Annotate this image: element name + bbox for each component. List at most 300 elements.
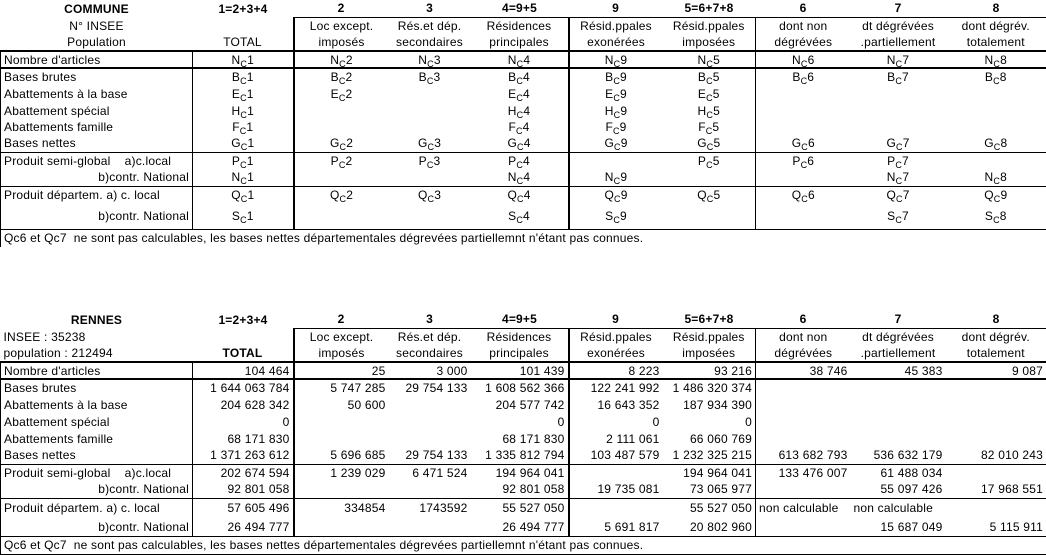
note-row: [1, 536, 1046, 554]
cell-letter: B: [419, 70, 427, 84]
cell-letter: H: [605, 104, 614, 118]
cell-number: 9: [620, 87, 627, 101]
cell-subscript: C: [427, 76, 434, 85]
table-cell: [569, 68, 663, 85]
cell-number: 7: [902, 53, 909, 67]
cell-letter: Q: [604, 188, 614, 202]
cell-letter: N: [418, 53, 427, 67]
table-cell: [851, 68, 946, 85]
table-cell: [389, 396, 471, 413]
cell-letter: P: [232, 154, 240, 168]
cell-letter: P: [419, 154, 427, 168]
table-cell: 68 171 830: [471, 430, 569, 447]
table-cell: 6 471 524: [389, 464, 471, 481]
cell-subscript: C: [895, 76, 902, 85]
commune-title: COMMUNE: [1, 0, 193, 17]
table-cell: [756, 119, 851, 135]
column-header: Résid.ppales: [569, 328, 663, 345]
cell-subscript: C: [339, 93, 346, 103]
column-header: TOTAL: [193, 34, 294, 51]
cell-letter: N: [232, 53, 241, 67]
cell-subscript: C: [339, 59, 346, 69]
cell-number: 1: [247, 70, 254, 84]
table-cell: [756, 203, 851, 229]
table-cell: [471, 203, 569, 229]
table-cell: [389, 203, 471, 229]
column-header: principales: [471, 345, 569, 362]
cell-subscript: C: [994, 194, 1001, 203]
row-label: Produit départem. a) c. local: [1, 186, 193, 203]
cell-subscript: C: [707, 194, 714, 203]
column-header: dont dégrév.: [946, 328, 1046, 345]
column-header-row: [1, 328, 1046, 345]
cell-subscript: C: [614, 59, 621, 69]
table-cell: non calculable: [756, 498, 851, 518]
table-cell: 55 527 050: [663, 498, 756, 518]
cell-subscript: C: [994, 142, 1001, 152]
cell-letter: N: [985, 53, 994, 67]
cell-number: 3: [434, 154, 441, 168]
table-row: [1, 396, 1046, 413]
cell-number: 2: [346, 136, 353, 150]
cell-number: 4: [523, 70, 530, 84]
cell-letter: N: [508, 53, 517, 67]
cell-number: 2: [346, 154, 353, 168]
table-cell: [569, 85, 663, 102]
table-cell: [663, 152, 756, 169]
cell-letter: Q: [507, 188, 517, 202]
table-cell: [946, 430, 1046, 447]
cell-letter: H: [508, 104, 517, 118]
column-header-row: [1, 345, 1046, 362]
table-cell: [663, 135, 756, 152]
table-cell: [851, 186, 946, 203]
row-label: Abattements à la base: [1, 85, 193, 102]
cell-subscript: C: [801, 142, 808, 152]
table-cell: 82 010 243: [946, 447, 1046, 464]
cell-subscript: C: [896, 176, 903, 186]
cell-letter: B: [698, 70, 706, 84]
cell-letter: P: [508, 154, 516, 168]
table-cell: [756, 102, 851, 119]
column-formula: 5=6+7+8: [663, 311, 756, 328]
cell-number: 6: [808, 53, 815, 67]
column-header: totalement: [946, 34, 1046, 51]
table-cell: [851, 169, 946, 186]
footnote: Qc6 et Qc7 ne sont pas calculables, les bases nettes départementales dégrevées partiellemnt n'étant pas connues.: [1, 536, 1046, 554]
cell-subscript: C: [801, 194, 808, 203]
table-cell: 15 687 049: [851, 518, 946, 536]
table-cell: 1 644 063 784: [193, 379, 294, 396]
table-cell: 0: [663, 413, 756, 430]
column-formula: 5=6+7+8: [663, 0, 756, 17]
cell-letter: E: [605, 87, 613, 101]
column-header: Rés.et dép.: [389, 328, 471, 345]
column-header: dt dégrévées: [851, 17, 946, 34]
cell-number: 4: [523, 120, 530, 134]
column-header: imposées: [663, 34, 756, 51]
cell-subscript: C: [613, 126, 620, 135]
cell-subscript: C: [427, 194, 434, 203]
table-cell: [471, 102, 569, 119]
table-cell: [389, 430, 471, 447]
cell-subscript: C: [240, 176, 247, 186]
cell-number: 9: [1000, 188, 1007, 202]
cell-letter: B: [792, 70, 800, 84]
cell-number: 5: [713, 188, 720, 202]
cell-subscript: C: [240, 215, 247, 225]
cell-letter: N: [698, 53, 707, 67]
table-cell: [946, 464, 1046, 481]
table-cell: [946, 135, 1046, 152]
column-formula: 9: [569, 311, 663, 328]
table-row: [1, 186, 1046, 203]
cell-letter: G: [231, 136, 241, 150]
table-cell: [756, 518, 851, 536]
table-cell: [294, 85, 389, 102]
table-cell: [756, 68, 851, 85]
cell-letter: N: [232, 170, 241, 184]
cell-subscript: C: [801, 59, 808, 69]
cell-subscript: C: [895, 160, 902, 169]
table-cell: [569, 498, 663, 518]
cell-letter: Q: [792, 188, 802, 202]
cell-letter: N: [605, 170, 614, 184]
cell-subscript: C: [517, 59, 524, 69]
table-cell: 5 747 285: [294, 379, 389, 396]
table-cell: [663, 169, 756, 186]
table-cell: 61 488 034: [851, 464, 946, 481]
table-cell: 5 691 817: [569, 518, 663, 536]
cell-number: 2: [346, 70, 353, 84]
cell-subscript: C: [614, 142, 621, 152]
row-label: Produit semi-global a)c.local: [1, 464, 193, 481]
table-cell: [946, 85, 1046, 102]
table-cell: [193, 51, 294, 68]
cell-number: 6: [807, 154, 814, 168]
table-cell: [946, 152, 1046, 169]
cell-subscript: C: [240, 93, 247, 103]
cell-subscript: C: [993, 176, 1000, 186]
table-cell: [946, 396, 1046, 413]
table-cell: [946, 51, 1046, 68]
row-label: Abattements à la base: [1, 396, 193, 413]
table-cell: [663, 119, 756, 135]
column-header: [193, 328, 294, 345]
table-cell: 194 964 041: [663, 464, 756, 481]
cell-letter: G: [886, 136, 896, 150]
cell-subscript: C: [240, 110, 247, 120]
column-formula: 8: [946, 311, 1046, 328]
table-cell: [193, 68, 294, 85]
cell-subscript: C: [339, 142, 346, 152]
cell-letter: E: [331, 87, 339, 101]
cell-number: 1: [247, 53, 254, 67]
cell-number: 3: [434, 136, 441, 150]
table-cell: 1 608 562 366: [471, 379, 569, 396]
cell-subscript: C: [517, 110, 524, 120]
cell-number: 8: [1000, 209, 1007, 223]
cell-subscript: C: [614, 176, 621, 186]
table-cell: [946, 169, 1046, 186]
cell-subscript: C: [427, 160, 434, 169]
table-row: [1, 430, 1046, 447]
cell-number: 5: [712, 120, 719, 134]
table-row: [1, 203, 1046, 229]
cell-letter: Q: [231, 188, 241, 202]
cell-letter: F: [605, 120, 613, 134]
cell-number: 3: [434, 188, 441, 202]
table-cell: 66 060 769: [663, 430, 756, 447]
table-cell: [193, 152, 294, 169]
table-cell: [294, 203, 389, 229]
row-label: Produit départem. a) c. local: [1, 498, 193, 518]
cell-letter: E: [232, 87, 240, 101]
cell-letter: Q: [886, 188, 896, 202]
row-label: Nombre d'articles: [1, 362, 193, 379]
table-cell: 93 216: [663, 362, 756, 379]
table-cell: 29 754 133: [389, 447, 471, 464]
table-cell: [851, 135, 946, 152]
table-cell: [756, 413, 851, 430]
table-cell: [471, 152, 569, 169]
table-cell: 26 494 777: [471, 518, 569, 536]
table-cell: [851, 152, 946, 169]
column-header: dont non: [756, 328, 851, 345]
table-cell: [663, 203, 756, 229]
table-cell: 17 968 551: [946, 481, 1046, 498]
cell-letter: N: [792, 53, 801, 67]
insee-label: N° INSEE: [1, 17, 193, 34]
table-row: [1, 447, 1046, 464]
cell-number: 8: [1000, 70, 1007, 84]
cell-number: 9: [620, 104, 627, 118]
row-label: Abattements famille: [1, 430, 193, 447]
column-formula: 1=2+3+4: [193, 311, 294, 328]
table-cell: [389, 51, 471, 68]
cell-letter: S: [508, 209, 516, 223]
column-formula: 6: [756, 311, 851, 328]
row-label: b)contr. National: [1, 518, 193, 536]
table-cell: [756, 481, 851, 498]
table-row: [1, 518, 1046, 536]
column-header: .partiellement: [851, 34, 946, 51]
table-cell: 29 754 133: [389, 379, 471, 396]
row-label: Abattement spécial: [1, 102, 193, 119]
table-cell: [569, 186, 663, 203]
table-cell: [569, 102, 663, 119]
cell-letter: B: [887, 70, 895, 84]
table-row: [1, 102, 1046, 119]
cell-letter: B: [985, 70, 993, 84]
cell-number: 3: [434, 53, 441, 67]
column-header: imposés: [294, 34, 389, 51]
table-cell: [569, 464, 663, 481]
table-cell: [294, 413, 389, 430]
cell-subscript: C: [516, 76, 523, 85]
table-cell: [389, 119, 471, 135]
cell-number: 6: [808, 188, 815, 202]
cell-letter: P: [887, 154, 895, 168]
table-row: [1, 498, 1046, 518]
table-cell: non calculable: [851, 498, 946, 518]
column-formula: 2: [294, 311, 389, 328]
cell-number: 9: [621, 188, 628, 202]
table-cell: [756, 186, 851, 203]
table-cell: [294, 430, 389, 447]
table-cell: [569, 203, 663, 229]
column-formula: 6: [756, 0, 851, 17]
cell-letter: H: [232, 104, 241, 118]
table-cell: 20 802 960: [663, 518, 756, 536]
cell-subscript: C: [517, 194, 524, 203]
table-cell: [946, 186, 1046, 203]
commune-title: RENNES: [1, 311, 193, 328]
cell-number: 9: [620, 120, 627, 134]
population-label: population : 212494: [1, 345, 193, 362]
rennes-data-table: [0, 311, 1046, 555]
table-cell: 50 600: [294, 396, 389, 413]
cell-subscript: C: [339, 160, 346, 169]
column-formula: 3: [389, 0, 471, 17]
cell-letter: N: [508, 170, 517, 184]
table-cell: 5 696 685: [294, 447, 389, 464]
cell-number: 1: [247, 188, 254, 202]
table-cell: 122 241 992: [569, 379, 663, 396]
column-header: Résid.ppales: [663, 17, 756, 34]
table-cell: [294, 186, 389, 203]
cell-subscript: C: [613, 93, 620, 103]
cell-letter: F: [508, 120, 516, 134]
cell-number: 4: [523, 154, 530, 168]
table-cell: [946, 102, 1046, 119]
cell-subscript: C: [240, 126, 247, 135]
cell-letter: N: [605, 53, 614, 67]
column-header: dont non: [756, 17, 851, 34]
table-cell: [851, 51, 946, 68]
table-cell: [294, 102, 389, 119]
table-cell: [851, 396, 946, 413]
cell-subscript: C: [516, 215, 523, 225]
cell-number: 8: [1000, 170, 1007, 184]
table-cell: [851, 379, 946, 396]
table-cell: 194 964 041: [471, 464, 569, 481]
row-label: Produit semi-global a)c.local: [1, 152, 193, 169]
table-cell: 25: [294, 362, 389, 379]
cell-letter: H: [698, 104, 707, 118]
cell-subscript: C: [339, 194, 346, 203]
table-cell: [851, 430, 946, 447]
cell-number: 5: [713, 136, 720, 150]
cell-letter: Q: [697, 188, 707, 202]
cell-number: 1: [247, 87, 254, 101]
cell-number: 5: [713, 154, 720, 168]
cell-number: 5: [713, 87, 720, 101]
table-cell: [946, 498, 1046, 518]
table-cell: [946, 119, 1046, 135]
table-cell: [193, 169, 294, 186]
column-header-row: [1, 34, 1046, 51]
cell-letter: Q: [984, 188, 994, 202]
table-cell: [389, 135, 471, 152]
table-cell: [946, 68, 1046, 85]
table-cell: 1 335 812 794: [471, 447, 569, 464]
cell-subscript: C: [427, 142, 434, 152]
commune-template-table: [0, 0, 1046, 247]
table-cell: [193, 135, 294, 152]
cell-number: 9: [620, 170, 627, 184]
cell-number: 4: [523, 170, 530, 184]
cell-letter: G: [418, 136, 428, 150]
cell-subscript: C: [706, 59, 713, 69]
cell-subscript: C: [706, 160, 713, 169]
table-cell: 204 577 742: [471, 396, 569, 413]
column-header: imposées: [663, 345, 756, 362]
table-cell: [389, 186, 471, 203]
column-header: principales: [471, 34, 569, 51]
table-cell: 19 735 081: [569, 481, 663, 498]
cell-number: 9: [620, 70, 627, 84]
table-cell: 334854: [294, 498, 389, 518]
table-cell: [294, 152, 389, 169]
table-cell: [389, 152, 471, 169]
cell-number: 7: [902, 209, 909, 223]
table-cell: [756, 430, 851, 447]
cell-subscript: C: [706, 76, 713, 85]
cell-letter: S: [232, 209, 240, 223]
table-cell: [389, 68, 471, 85]
table-cell: [756, 85, 851, 102]
table-cell: 38 746: [756, 362, 851, 379]
table-cell: 5 115 911: [946, 518, 1046, 536]
table-cell: 26 494 777: [193, 518, 294, 536]
table-cell: [294, 518, 389, 536]
cell-subscript: C: [613, 76, 620, 85]
table-row: [1, 135, 1046, 152]
footnote: Qc6 et Qc7 ne sont pas calculables, les bases nettes départementales dégrevées partiellemnt n'étant pas connues.: [1, 229, 1046, 247]
cell-number: 6: [807, 70, 814, 84]
cell-letter: Q: [418, 188, 428, 202]
cell-number: 7: [902, 170, 909, 184]
table-row: [1, 51, 1046, 68]
table-cell: 204 628 342: [193, 396, 294, 413]
column-header: .partiellement: [851, 345, 946, 362]
cell-letter: N: [887, 170, 896, 184]
cell-subscript: C: [240, 59, 247, 69]
cell-letter: B: [331, 70, 339, 84]
row-label: Abattements famille: [1, 119, 193, 135]
cell-number: 1: [247, 154, 254, 168]
column-formula: 7: [851, 311, 946, 328]
cell-letter: E: [508, 87, 516, 101]
row-label: b)contr. National: [1, 169, 193, 186]
table-cell: [389, 85, 471, 102]
cell-subscript: C: [801, 160, 808, 169]
cell-subscript: C: [993, 59, 1000, 69]
row-label: Abattement spécial: [1, 413, 193, 430]
column-formula: 2: [294, 0, 389, 17]
row-label: b)contr. National: [1, 481, 193, 498]
column-formula: 3: [389, 311, 471, 328]
insee-label: INSEE : 35238: [1, 328, 193, 345]
row-label: Bases brutes: [1, 379, 193, 396]
cell-subscript: C: [707, 142, 714, 152]
cell-letter: G: [984, 136, 994, 150]
table-cell: [389, 481, 471, 498]
table-row: [1, 379, 1046, 396]
table-row: [1, 464, 1046, 481]
cell-subscript: C: [614, 194, 621, 203]
